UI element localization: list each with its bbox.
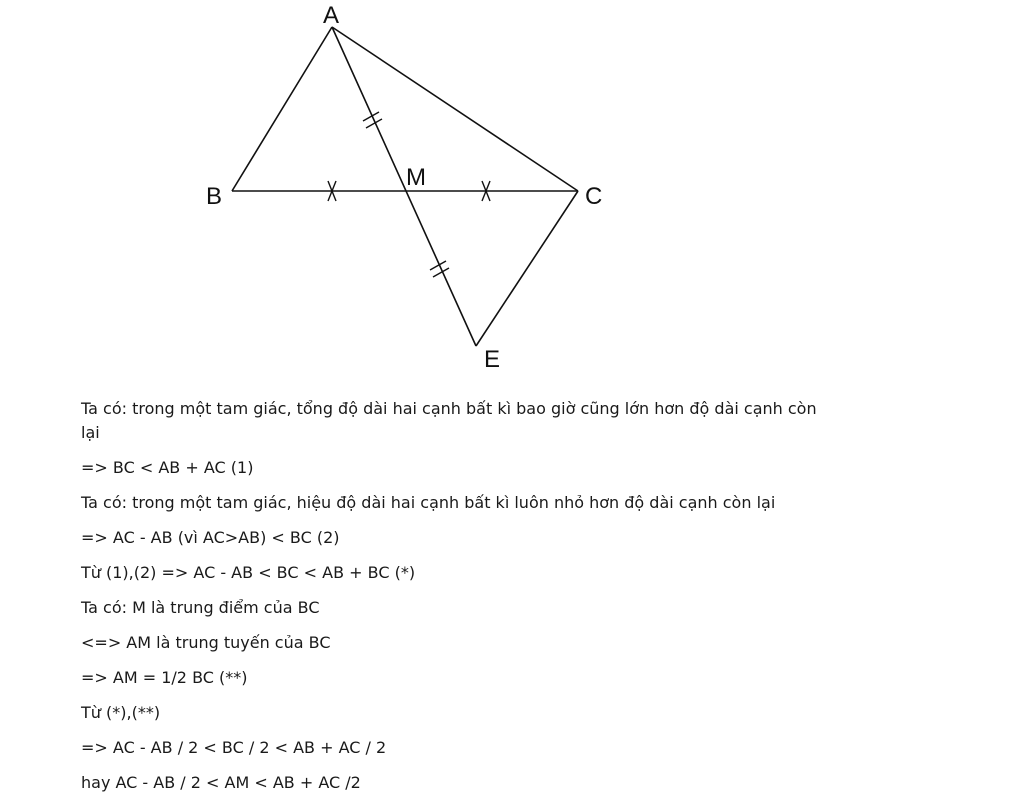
geometry-figure — [0, 0, 1024, 380]
point-label-c: C — [585, 183, 603, 210]
segment-ce — [476, 191, 578, 346]
text-line: Từ (*),(**) — [81, 703, 161, 722]
point-label-m: M — [406, 164, 426, 191]
text-line: => BC < AB + AC (1) — [81, 458, 254, 477]
text-line: Ta có: trong một tam giác, tổng độ dài hai cạnh bất kì bao giờ cũng lớn hơn độ dài cạnh còn lại — [81, 399, 817, 442]
segment-ab — [232, 27, 332, 191]
point-label-b: B — [206, 183, 223, 210]
double-tick-am — [363, 112, 382, 128]
text-line: => AM = 1/2 BC (**) — [81, 668, 248, 687]
point-label-a: A — [323, 2, 340, 29]
text-line: => AC - AB (vì AC>AB) < BC (2) — [81, 528, 340, 547]
solution-text — [81, 397, 821, 795]
text-line: Ta có: trong một tam giác, hiệu độ dài hai cạnh bất kì luôn nhỏ hơn độ dài cạnh còn lại — [81, 493, 776, 512]
text-line: Ta có: M là trung điểm của BC — [81, 598, 320, 617]
point-label-e: E — [484, 346, 501, 373]
text-line: hay AC - AB / 2 < AM < AB + AC /2 — [81, 773, 361, 792]
text-line: <=> AM là trung tuyến của BC — [81, 633, 331, 652]
text-line: => AC - AB / 2 < BC / 2 < AB + AC / 2 — [81, 738, 387, 757]
text-line: Từ (1),(2) => AC - AB < BC < AB + BC (*) — [81, 563, 416, 582]
